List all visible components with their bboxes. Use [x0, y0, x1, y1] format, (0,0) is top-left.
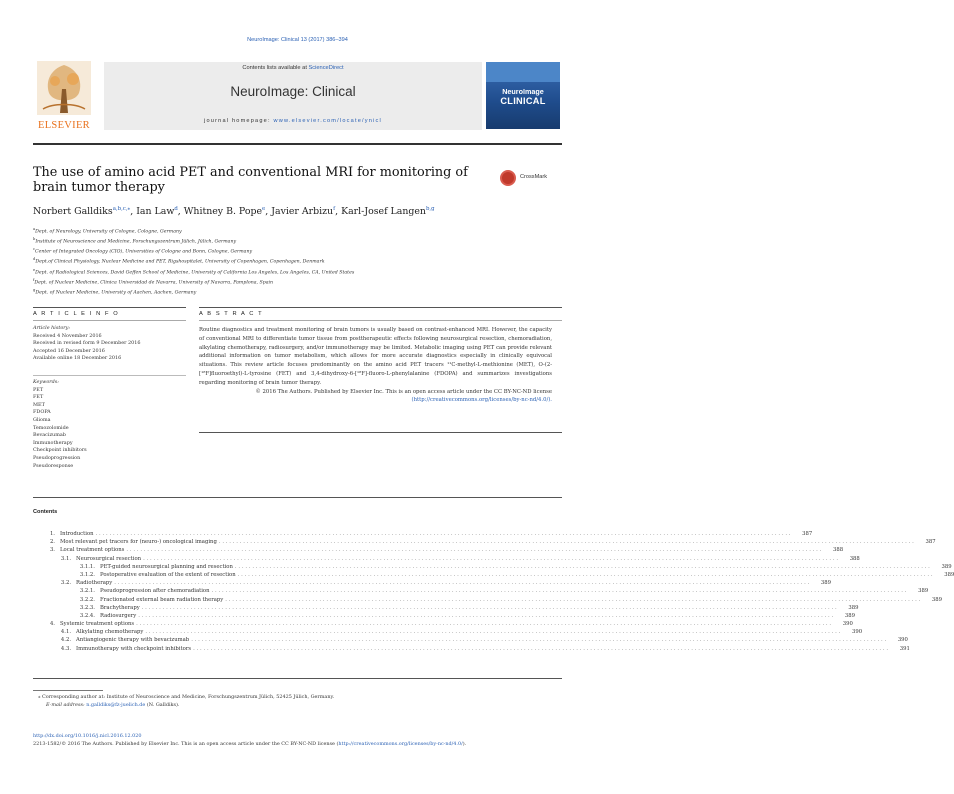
affiliation-key: d — [33, 257, 36, 262]
article-info-heading: A R T I C L E I N F O — [33, 311, 120, 317]
affiliation-item — [33, 267, 562, 277]
elsevier-wordmark: ELSEVIER — [38, 120, 90, 131]
author-list: Norbert Galldiks$^{a,b,c,⁎}$, Ian Law$^d$, Whitney B. Pope$^e$, Javier Arbizu$^f$, Karl-Josef Langen$^{b,g}$ — [33, 206, 435, 218]
affiliation-key: b — [33, 237, 36, 242]
keyword-item: Pseudoresponse — [33, 462, 74, 469]
toc-leader: ........................................................................................................................................................................................................ — [234, 563, 932, 570]
toc-page: 391 — [899, 645, 910, 652]
affiliation-item — [33, 287, 562, 297]
toc-leader: ........................................................................................................................................................................................................ — [145, 629, 843, 636]
toc-number: 3.2.3. — [79, 604, 95, 611]
toc-title: Neurosurgical resection — [76, 555, 142, 562]
toc-title: Immunotherapy with checkpoint inhibitors — [76, 645, 192, 652]
elsevier-tree-icon — [33, 59, 95, 117]
toc-entry[interactable] — [33, 555, 860, 563]
toc-page: 387 — [925, 539, 936, 546]
keyword-item: Bevacizumab — [33, 432, 66, 439]
keyword-item: Pseudoprogression — [33, 454, 81, 461]
keyword-item: Temozolomide — [33, 424, 69, 431]
toc-entry[interactable] — [33, 636, 908, 644]
toc-title: Pseudoprogression after chemoradiation — [100, 588, 210, 595]
toc-leader: ........................................................................................................................................................................................................ — [193, 645, 890, 652]
cover-title-line1: NeuroImage — [502, 87, 544, 96]
toc-page: 390 — [897, 637, 908, 644]
toc-page: 389 — [844, 612, 856, 619]
toc-page: 389 — [944, 571, 954, 578]
history-item: Accepted 16 December 2016 — [33, 347, 105, 354]
toc-entry[interactable] — [33, 596, 943, 604]
toc-number: 3.2.1. — [79, 588, 95, 595]
footnote-rule — [33, 690, 103, 691]
keyword-item: Glioma — [33, 416, 51, 423]
history-item: Received 4 November 2016 — [33, 332, 102, 339]
crossmark-label: CrossMark — [520, 174, 548, 180]
toc-number: 3.2.4. — [79, 612, 95, 619]
toc-entry[interactable] — [33, 563, 952, 571]
doi-link[interactable]: http://dx.doi.org/10.1016/j.nicl.2016.12.020 — [33, 733, 142, 739]
toc-title: Local treatment options — [60, 547, 125, 554]
toc-entry[interactable] — [33, 628, 863, 636]
toc-leader: ........................................................................................................................................................................................................ — [211, 588, 909, 595]
author-name[interactable]: Javier Arbizu — [271, 206, 334, 218]
toc-page: 389 — [848, 604, 859, 611]
toc-entry[interactable] — [33, 530, 813, 538]
keyword-item: FDOPA — [33, 409, 51, 416]
affiliation-text: Dept. of Nuclear Medicine, University of Aachen, Aachen, Germany — [35, 290, 197, 296]
toc-leader: ........................................................................................................................................................................................................ — [95, 531, 793, 537]
contents-top-rule — [33, 497, 562, 498]
toc-page: 387 — [802, 531, 813, 537]
history-label: Article history: — [33, 325, 71, 331]
email-link[interactable]: n.galldiks@fz-juelich.de — [86, 702, 146, 709]
author-affiliation-marker[interactable]: e — [262, 206, 266, 212]
keyword-item: MET — [33, 401, 45, 408]
toc-entry[interactable] — [33, 538, 936, 546]
toc-page: 389 — [820, 580, 832, 587]
bottom-meta — [33, 732, 562, 748]
affiliation-key: a — [33, 227, 36, 231]
email-label: E-mail address: — [46, 702, 87, 709]
toc-title: Fractionated external beam radiation therapy — [100, 596, 224, 603]
keywords-rule — [33, 375, 186, 376]
affiliation-text: Institute of Neuroscience and Medicine, Forschungszentrum Jülich, Jülich, Germany — [35, 239, 237, 245]
toc-leader: ........................................................................................................................................................................................................ — [136, 621, 833, 628]
toc-leader: ........................................................................................................................................................................................................ — [191, 637, 888, 644]
article-info-rule — [33, 307, 186, 308]
toc-number: 3.1.1. — [79, 563, 95, 570]
affiliations — [33, 226, 562, 297]
header-divider — [33, 143, 562, 145]
affiliation-key: e — [33, 267, 36, 272]
issn-text: 2213-1582/© 2016 The Authors. Published by Elsevier Inc. This is an open access article under the CC BY-NC-ND license ( — [33, 741, 339, 747]
toc-leader: ........................................................................................................................................................................................................ — [218, 539, 916, 546]
affiliation-item — [33, 277, 562, 287]
abstract-subrule — [199, 320, 562, 321]
journal-header — [104, 62, 482, 130]
toc-entry[interactable] — [33, 604, 859, 612]
toc-title: Postoperative evaluation of the extent of resection — [100, 571, 236, 578]
journal-cover — [486, 62, 560, 129]
article-history — [33, 325, 183, 363]
affiliation-item — [33, 236, 562, 246]
toc-number: 4. — [49, 621, 55, 628]
email-suffix: (N. Galldiks). — [145, 702, 180, 709]
abstract-heading: A B S T R A C T — [199, 311, 264, 317]
license-text: © 2016 The Authors. Published by Elsevier Inc. This is an open access article under the CC BY-NC-ND license — [255, 388, 552, 395]
author-affiliation-marker[interactable]: b,g — [425, 206, 435, 212]
contents-title: Contents — [33, 509, 58, 515]
toc-number: 4.2. — [60, 637, 71, 644]
author-affiliation-marker[interactable]: d — [174, 206, 178, 212]
author-affiliation-marker[interactable]: a,b,c,⁎ — [112, 206, 131, 212]
toc-entry[interactable] — [33, 546, 844, 554]
toc-title: Brachytherapy — [100, 604, 140, 611]
issn-end: ). — [462, 741, 467, 747]
abstract-bottom-rule — [199, 432, 562, 433]
keyword-item: Checkpoint inhibitors — [33, 447, 87, 454]
crossmark-icon — [500, 170, 516, 186]
toc-entry[interactable] — [33, 620, 853, 628]
keyword-item: Immunotherapy — [33, 439, 73, 446]
author-name[interactable]: Karl-Josef Langen — [341, 206, 426, 218]
homepage-prefix: journal homepage: — [204, 118, 274, 124]
affiliation-text: Center of Integrated Oncology (CIO), Universities of Cologne and Bonn, Cologne, Germany — [35, 249, 253, 255]
abstract-rule — [199, 307, 562, 308]
toc-title: Systemic treatment options — [60, 621, 135, 628]
abstract-license — [199, 388, 552, 406]
toc-number: 4.3. — [60, 645, 71, 652]
table-of-contents — [33, 530, 954, 653]
license-link[interactable]: (http://creativecommons.org/licenses/by-nc-nd/4.0/). — [411, 397, 552, 404]
toc-number: 3.2. — [60, 580, 71, 587]
toc-entry[interactable] — [33, 571, 954, 579]
affiliation-text: Dept. of Nuclear Medicine, Clinica Universidad de Navarra, University of Navarra, Pamplona, Spain — [34, 280, 274, 286]
bottom-license-link[interactable]: http://creativecommons.org/licenses/by-nc-nd/4.0/ — [338, 741, 463, 747]
journal-homepage — [104, 118, 482, 124]
cover-title-line2: CLINICAL — [500, 96, 546, 106]
keywords-label: Keywords: — [33, 379, 59, 385]
affiliation-key: c — [33, 247, 36, 252]
keyword-item: FET — [33, 394, 44, 401]
toc-entry[interactable] — [33, 645, 910, 653]
toc-entry[interactable] — [33, 587, 929, 595]
affiliation-text: Dept. of Radiological Sciences, David Geffen School of Medicine, University of California Los Angeles, Los Angeles, CA, United States — [35, 270, 355, 276]
toc-number: 4.1. — [60, 629, 71, 636]
toc-title: PET-guided neurosurgical planning and resection — [100, 563, 233, 570]
toc-entry[interactable] — [33, 612, 856, 620]
affiliation-text: Dept. of Neurology, University of Cologne, Cologne, Germany — [35, 229, 182, 235]
history-item: Available online 18 December 2016 — [33, 355, 122, 362]
toc-leader: ........................................................................................................................................................................................................ — [141, 604, 839, 611]
crossmark-badge[interactable] — [500, 170, 562, 186]
toc-page: 388 — [833, 547, 844, 554]
toc-page: 389 — [941, 563, 952, 570]
affiliation-item — [33, 256, 562, 266]
elsevier-logo — [33, 59, 95, 131]
toc-entry[interactable] — [33, 579, 832, 587]
toc-leader: ........................................................................................................................................................................................................ — [126, 547, 824, 554]
toc-title: Radiosurgery — [100, 612, 137, 619]
toc-page: 390 — [842, 621, 853, 628]
author-name[interactable]: Norbert Galldiks — [33, 206, 113, 218]
contents-bottom-rule — [33, 678, 562, 679]
issn-line — [33, 740, 562, 748]
cover-band — [486, 62, 560, 82]
toc-number: 3.2.2. — [79, 596, 95, 603]
toc-leader: ........................................................................................................................................................................................................ — [138, 612, 836, 619]
homepage-link[interactable]: www.elsevier.com/locate/ynicl — [273, 118, 382, 124]
author-affiliation-marker[interactable]: f — [333, 206, 336, 212]
contents-available — [104, 65, 482, 71]
keyword-item: PET — [33, 386, 44, 393]
journal-name: NeuroImage: Clinical — [230, 84, 356, 99]
author-name[interactable]: Whitney B. Pope — [183, 206, 263, 218]
toc-number: 3. — [49, 547, 55, 554]
toc-leader: ........................................................................................................................................................................................................ — [225, 596, 923, 603]
abstract-body — [199, 326, 552, 405]
abstract-text: Routine diagnostics and treatment monitoring of brain tumors is usually based on contrast-enhanced MRI. However, the capacity of conventional MRI to differentiate tumor tissue from posttherapeutic effects following neurosurgical resection, chemoradiation, alkylating chemotherapy, radiosurgery, and/or immunotherapy may be limited. Metabolic imaging using PET can provide relevant additional information on tumor metabolism, which allows for more accurate diagnostics especially in clinically equivocal situations. This review article focuses predominantly on the amino acid PET tracers ¹¹C-methyl-L-methionine (MET), O-(2-[¹⁸F]fluoroethyl)-L-tyrosine (FET) and 3,4-dihydroxy-6-[¹⁸F]-fluoro-L-phenylalanine (FDOPA) and summarizes investigations regarding monitoring of brain tumor therapy. — [199, 327, 552, 386]
affiliation-item — [33, 246, 562, 256]
affiliation-text: Dept.of Clinical Physiology, Nuclear Medicine and PET, Rigshospitalet, University of Copenhagen, Copenhagen, Denmark — [35, 260, 325, 266]
toc-leader: ........................................................................................................................................................................................................ — [114, 580, 812, 587]
sciencedirect-link[interactable]: ScienceDirect — [308, 65, 344, 71]
toc-page: 389 — [931, 596, 943, 603]
toc-number: 1. — [49, 531, 55, 537]
toc-number: 3.1. — [60, 555, 71, 562]
footnote — [38, 693, 558, 709]
keywords — [33, 379, 183, 470]
email-line — [38, 701, 558, 709]
toc-title: Antiangiogenic therapy with bevacizumab — [76, 637, 190, 644]
journal-citation[interactable]: NeuroImage: Clinical 13 (2017) 386–394 — [247, 37, 348, 43]
corresponding-author: ⁎ Corresponding author at: Institute of Neuroscience and Medicine, Forschungszentrum Jülich, 52425 Jülich, Germany. — [38, 694, 335, 700]
toc-page: 389 — [918, 588, 929, 595]
toc-number: 2. — [49, 539, 55, 546]
affiliation-key: f — [33, 277, 35, 282]
toc-title: Radiotherapy — [76, 580, 113, 587]
toc-title: Introduction — [60, 531, 94, 537]
article-info-subrule — [33, 320, 186, 321]
toc-number: 3.1.2. — [79, 571, 95, 578]
contents-prefix: Contents lists available at — [242, 65, 309, 71]
toc-page: 388 — [849, 555, 860, 562]
toc-title: Most relevant pet tracers for (neuro-) oncological imaging — [60, 539, 217, 546]
history-item: Received in revised form 9 December 2016 — [33, 340, 141, 347]
toc-title: Alkylating chemotherapy — [76, 629, 144, 636]
article-title: The use of amino acid PET and conventional MRI for monitoring of brain tumor therapy — [33, 165, 468, 195]
toc-page: 390 — [851, 629, 863, 636]
affiliation-item — [33, 226, 562, 236]
toc-leader: ........................................................................................................................................................................................................ — [237, 571, 935, 578]
toc-leader: ........................................................................................................................................................................................................ — [143, 555, 840, 562]
affiliation-key: g — [33, 287, 36, 292]
author-name[interactable]: Ian Law — [136, 206, 175, 218]
